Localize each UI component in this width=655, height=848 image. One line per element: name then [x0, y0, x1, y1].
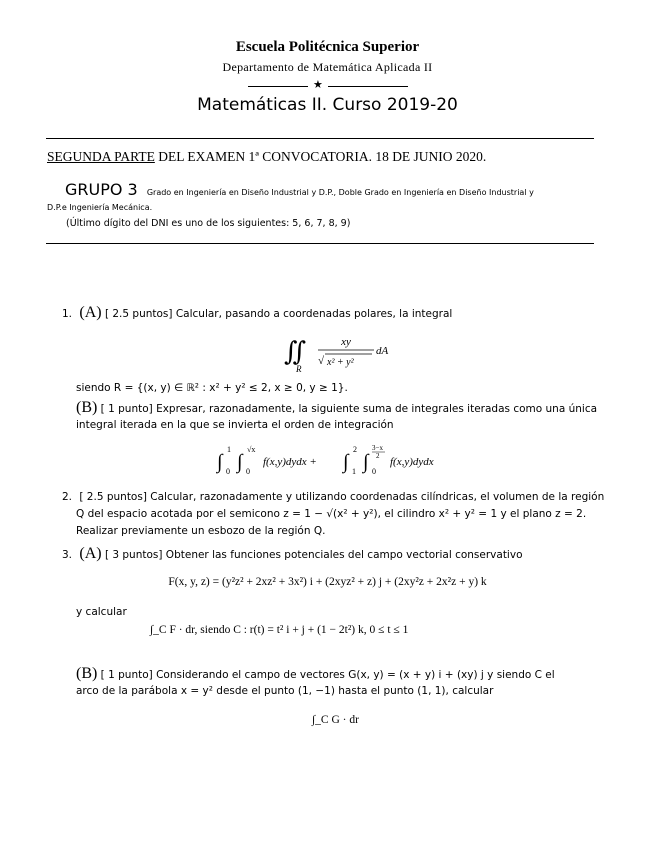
- group-label: GRUPO 3: [65, 180, 138, 199]
- problem-3-part-b-text: [ 1 punto] Considerando el campo de vectores G(x, y) = (x + y) i + (xy) j y siendo C el: [100, 669, 555, 681]
- svg-text:2: 2: [353, 445, 357, 454]
- vector-field-f: F(x, y, z) = (y²z² + 2xz² + 3x²) i + (2xyz² + z) j + (2xy²z + 2x²z + y) k: [168, 576, 487, 588]
- problem-1-part-a-text: [ 2.5 puntos] Calcular, pasando a coordenadas polares, la integral: [104, 308, 453, 320]
- problem-3-part-b-text-cont: arco de la parábola x = y² desde el punto (1, −1) hasta el punto (1, 1), calcular: [76, 685, 494, 697]
- integral-b-formula: [215, 440, 455, 478]
- star-icon: ★: [313, 78, 323, 91]
- svg-text:∫: ∫: [217, 451, 223, 473]
- line-integral-b: ∫_C G · dr: [312, 714, 359, 726]
- exam-title-underlined: SEGUNDA PARTE: [47, 149, 155, 164]
- group-description-cont: D.P.e Ingeniería Mecánica.: [47, 203, 153, 212]
- group-description: Grado en Ingeniería en Diseño Industrial y D.P., Doble Grado en Ingeniería en Diseño Industrial y: [146, 188, 534, 197]
- bottom-rule: [46, 243, 594, 244]
- svg-text:dA: dA: [376, 345, 389, 357]
- integral-a-formula: [280, 332, 390, 374]
- problem-3-part-b-label: (B): [76, 665, 98, 682]
- problem-1-part-b-text: [ 1 punto] Expresar, razonadamente, la siguiente suma de integrales iteradas como una única: [100, 403, 598, 415]
- problem-2-line-3: Realizar previamente un esbozo de la región Q.: [76, 525, 326, 537]
- top-rule: [46, 138, 594, 139]
- problem-2-number: 2.: [62, 491, 73, 503]
- svg-text:xy: xy: [341, 336, 351, 348]
- problem-1-part-a-label: (A): [79, 304, 102, 321]
- svg-text:∫: ∫: [237, 451, 243, 473]
- problem-1-part-b-label: (B): [76, 399, 98, 416]
- problem-1-part-b-text-cont: integral iterada en la que se invierta el orden de integración: [76, 419, 394, 431]
- svg-text:0: 0: [372, 467, 376, 476]
- svg-text:3−x: 3−x: [372, 444, 383, 452]
- problem-1-header: [62, 306, 452, 321]
- problem-3-number: 3.: [62, 549, 73, 561]
- svg-text:1: 1: [352, 467, 356, 476]
- header-divider-left: [248, 86, 308, 87]
- svg-text:f(x,y)dydx +: f(x,y)dydx +: [263, 456, 317, 468]
- header-divider-right: [328, 86, 408, 87]
- svg-text:∫: ∫: [363, 451, 369, 473]
- svg-text:1: 1: [227, 445, 231, 454]
- svg-text:√: √: [318, 355, 325, 367]
- problem-3-and-compute: y calcular: [76, 606, 127, 618]
- school-name: Escuela Politécnica Superior: [235, 39, 420, 55]
- svg-text:0: 0: [246, 467, 250, 476]
- group-block: [47, 180, 599, 199]
- problem-2-line-1: [62, 490, 604, 504]
- svg-text:∫: ∫: [343, 451, 349, 473]
- svg-text:f(x,y)dydx: f(x,y)dydx: [390, 456, 434, 468]
- problem-1-number: 1.: [62, 308, 73, 320]
- svg-text:√x: √x: [247, 445, 256, 454]
- course-title: Matemáticas II. Curso 2019-20: [197, 95, 458, 115]
- problem-3-part-a-label: (A): [79, 545, 102, 562]
- problem-3-part-b: [76, 667, 596, 682]
- svg-text:2: 2: [376, 452, 380, 460]
- svg-text:0: 0: [226, 467, 230, 476]
- svg-text:∬: ∬: [284, 337, 307, 366]
- problem-2-line-2: Q del espacio acotada por el semicono z = 1 − √(x² + y²), el cilindro x² + y² = 1 y el plano z = 2.: [76, 508, 587, 520]
- problem-1-region: siendo R = {(x, y) ∈ ℝ² : x² + y² ≤ 2, x ≥ 0, y ≥ 1}.: [76, 382, 348, 394]
- dni-note: (Último dígito del DNI es uno de los siguientes: 5, 6, 7, 8, 9): [66, 218, 351, 229]
- problem-1-part-b: [76, 401, 596, 416]
- svg-text:R: R: [296, 364, 302, 374]
- problem-2-text: [ 2.5 puntos] Calcular, razonadamente y utilizando coordenadas cilíndricas, el volumen de la región: [79, 491, 605, 503]
- exam-title: [47, 149, 486, 165]
- department-name: Departamento de Matemática Aplicada II: [222, 60, 433, 74]
- problem-3-part-a-text: [ 3 puntos] Obtener las funciones potenciales del campo vectorial conservativo: [104, 549, 523, 561]
- line-integral-a: ∫_C F · dr, siendo C : r(t) = t² i + j + (1 − 2t²) k, 0 ≤ t ≤ 1: [150, 624, 409, 636]
- exam-title-rest: DEL EXAMEN 1ª CONVOCATORIA. 18 DE JUNIO 2020.: [154, 149, 487, 164]
- svg-text:x² + y²: x² + y²: [327, 357, 354, 368]
- problem-3-header: [62, 547, 523, 562]
